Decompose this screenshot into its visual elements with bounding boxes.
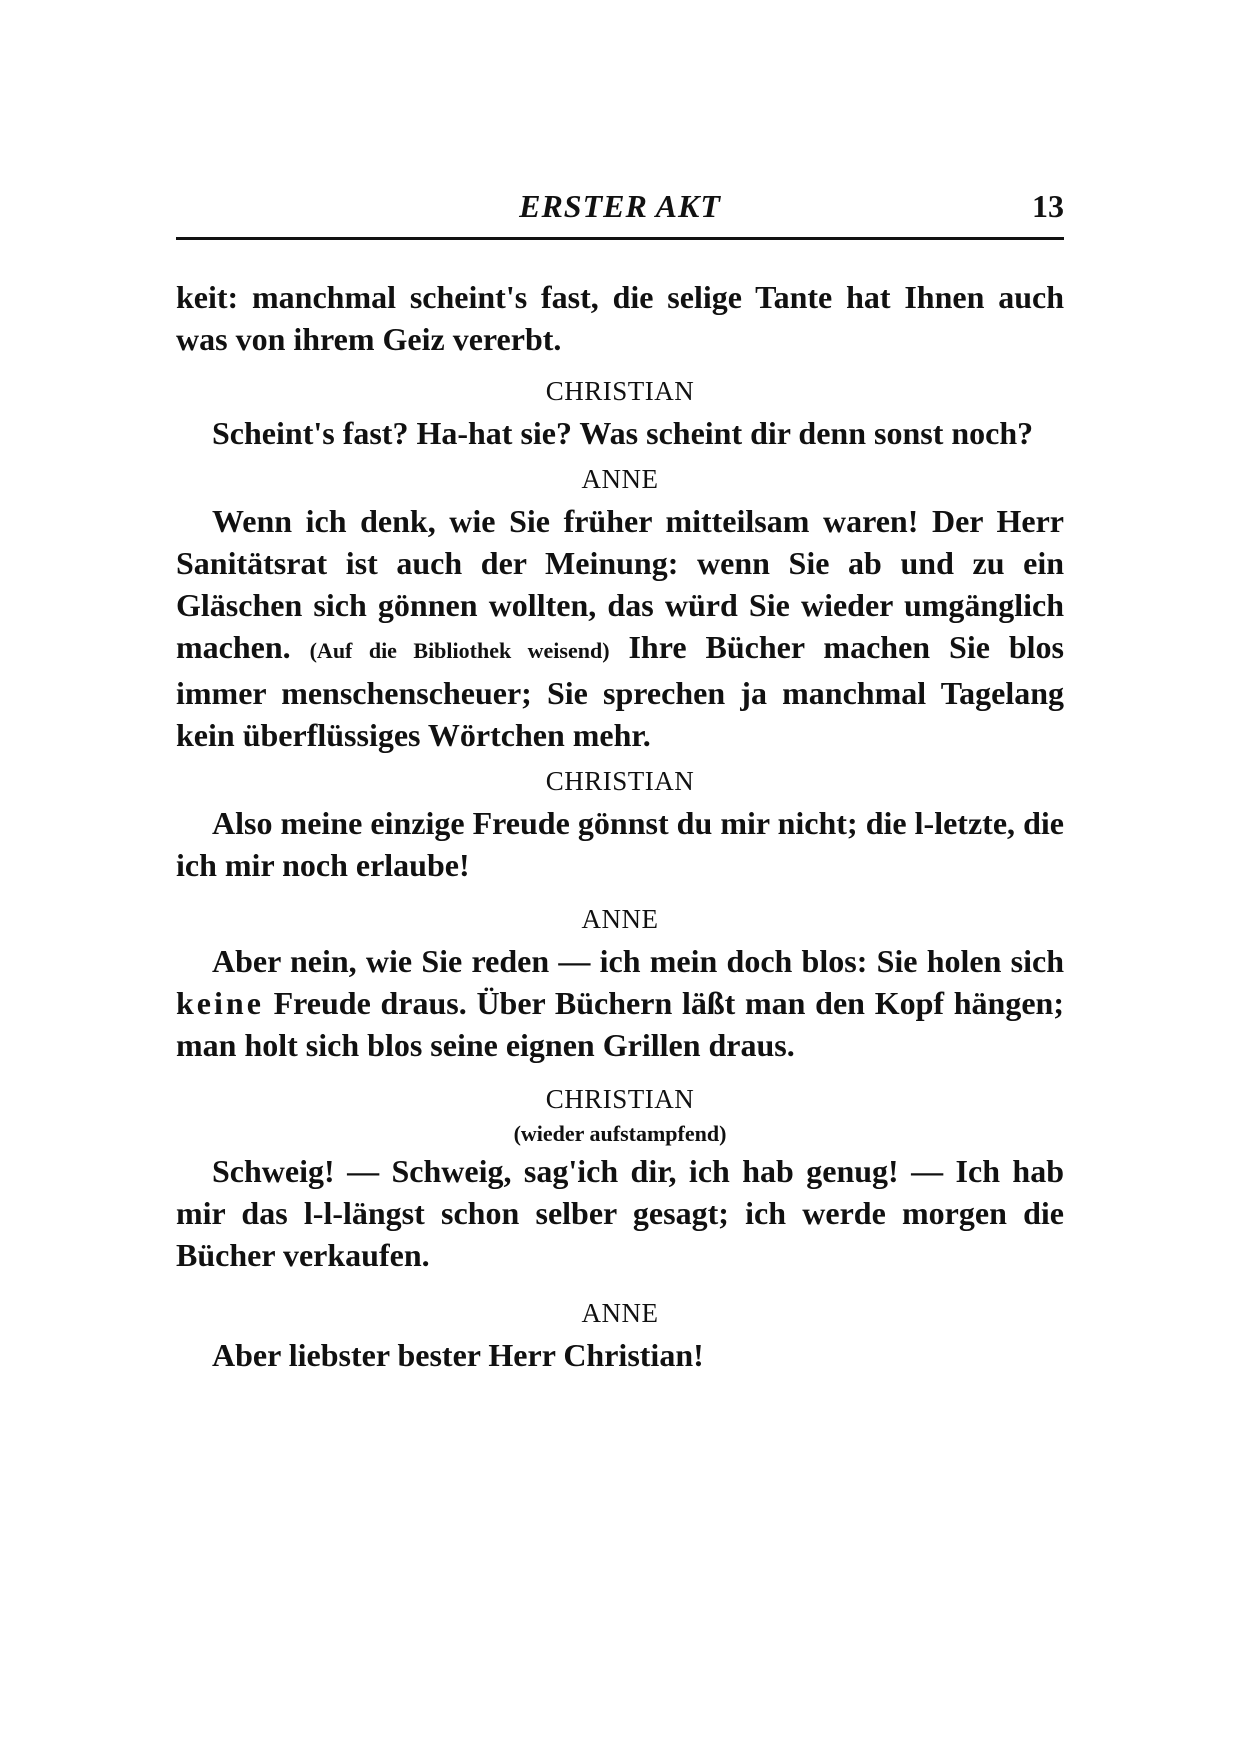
stage-direction: (wieder aufstampfend)	[513, 1121, 727, 1146]
dialogue-paragraph: Schweig! — Schweig, sag'ich dir, ich hab genug! — Ich hab mir das l-l-längst schon selber gesagt; ich werde morgen die Bücher verkaufen.	[176, 1153, 1064, 1273]
dialogue-paragraph	[176, 940, 1064, 1066]
dialogue-text: Wenn ich denk, wie Sie früher mitteilsam waren! Der Herr Sanitätsrat ist auch der Meinung: wenn Sie ab und zu ein Gläschen sich gönnen wollten, das würd Sie wieder umgänglich machen.	[176, 503, 1064, 665]
dialogue-paragraph	[176, 500, 1064, 756]
play-text	[176, 276, 1064, 1376]
dialogue-paragraph: Aber liebster bester Herr Christian!	[212, 1337, 704, 1373]
page-header	[176, 188, 1064, 238]
header-rule	[176, 237, 1064, 240]
running-title: ERSTER AKT	[519, 188, 721, 224]
speaker-name: ANNE	[581, 1298, 659, 1328]
speaker-name: CHRISTIAN	[545, 1084, 695, 1114]
dialogue-text: Aber nein, wie Sie reden — ich mein doch blos: Sie holen sich	[212, 943, 1064, 979]
emphasized-word: keine	[176, 985, 264, 1021]
stage-direction: (Auf die Bibliothek weisend)	[309, 638, 610, 663]
dialogue-paragraph: Also meine einzige Freude gönnst du mir nicht; die l-letzte, die ich mir noch erlaube!	[176, 805, 1064, 883]
dialogue-paragraph: keit: manchmal scheint's fast, die selige Tante hat Ihnen auch was von ihrem Geiz vererbt.	[176, 279, 1064, 357]
speaker-name: CHRISTIAN	[545, 376, 695, 406]
page-number: 13	[1032, 188, 1064, 224]
speaker-name: ANNE	[581, 464, 659, 494]
dialogue-text: Freude draus. Über Büchern läßt man den Kopf hängen; man holt sich blos seine eignen Grillen draus.	[176, 985, 1064, 1063]
speaker-name: ANNE	[581, 904, 659, 934]
dialogue-text: Ihre Bücher machen Sie blos immer menschenscheuer; Sie sprechen ja manchmal Tagelang kein überflüssiges Wörtchen mehr.	[176, 629, 1064, 753]
speaker-name: CHRISTIAN	[545, 766, 695, 796]
dialogue-paragraph: Scheint's fast? Ha-hat sie? Was scheint dir denn sonst noch?	[212, 415, 1034, 451]
